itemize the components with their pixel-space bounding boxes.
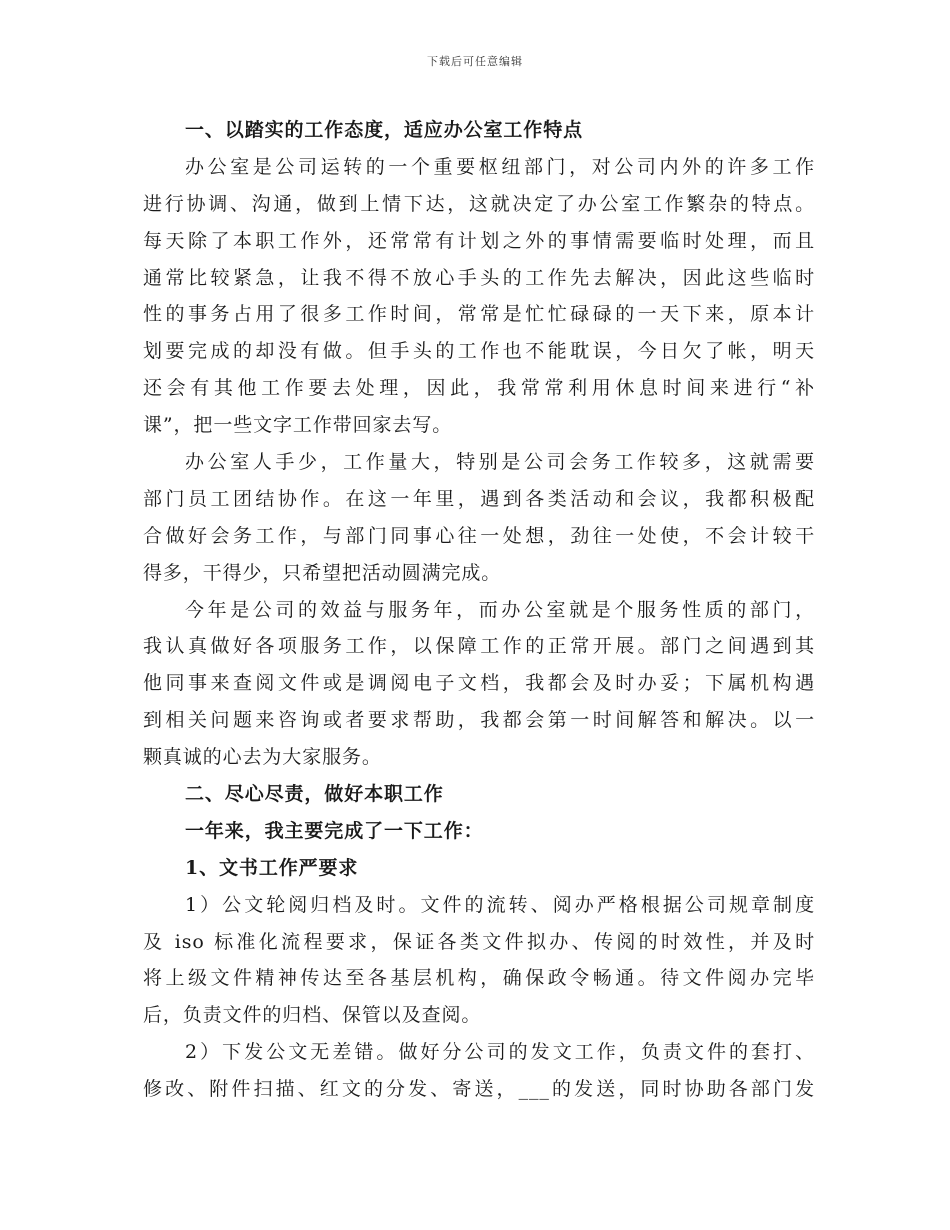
paragraph-line: 还会有其他工作要去处理，因此，我常常利用休息时间来进行“补 xyxy=(143,377,815,400)
paragraph-line: 部门员工团结协作。在这一年里，遇到各类活动和会议，我都积极配 xyxy=(143,487,815,510)
paragraph-line: 及 iso 标准化流程要求，保证各类文件拟办、传阅的时效性，并及时 xyxy=(143,930,815,953)
paragraph-line: 划要完成的却没有做。但手头的工作也不能耽误，今日欠了帐，明天 xyxy=(143,340,815,363)
section-heading-line: 一、以踏实的工作态度，适应办公室工作特点 xyxy=(185,119,584,141)
paragraph-line: 通常比较紧急，让我不得不放心手头的工作先去解决，因此这些临时 xyxy=(143,266,815,289)
section-heading-line: 1、文书工作严要求 xyxy=(185,856,359,879)
page-header-watermark: 下载后可任意编辑 xyxy=(427,55,523,68)
paragraph-line: 修改、附件扫描、红文的分发、寄送，___的发送，同时协助各部门发 xyxy=(143,1078,815,1101)
document-body xyxy=(143,112,815,1108)
paragraph-line: 颗真诚的心去为大家服务。 xyxy=(143,746,382,769)
paragraph-line: 办公室是公司运转的一个重要枢纽部门，对公司内外的许多工作 xyxy=(185,155,815,178)
paragraph-line: 我认真做好各项服务工作，以保障工作的正常开展。部门之间遇到其 xyxy=(143,635,815,658)
section-heading-line: 二、尽心尽责，做好本职工作 xyxy=(185,783,444,806)
paragraph-line: 到相关问题来咨询或者要求帮助，我都会第一时间解答和解决。以一 xyxy=(143,709,815,732)
paragraph-line: 每天除了本职工作外，还常常有计划之外的事情需要临时处理，而且 xyxy=(143,229,815,252)
paragraph-line: 课”，把一些文字工作带回家去写。 xyxy=(143,414,453,437)
paragraph-line: 他同事来查阅文件或是调阅电子文档，我都会及时办妥；下属机构遇 xyxy=(143,672,815,695)
section-heading-line: 一年来，我主要完成了一下工作： xyxy=(185,819,484,842)
paragraph-line: 合做好会务工作，与部门同事心往一处想，劲往一处使，不会计较干 xyxy=(143,524,815,547)
paragraph-line: 性的事务占用了很多工作时间，常常是忙忙碌碌的一天下来，原本计 xyxy=(143,303,815,326)
paragraph-line: 将上级文件精神传达至各基层机构，确保政令畅通。待文件阅办完毕 xyxy=(143,967,815,990)
paragraph-line: 1）公文轮阅归档及时。文件的流转、阅办严格根据公司规章制度 xyxy=(185,893,815,916)
paragraph-line: 后，负责文件的归档、保管以及查阅。 xyxy=(143,1004,482,1027)
paragraph-line: 得多，干得少，只希望把活动圆满完成。 xyxy=(143,561,502,584)
paragraph-line: 进行协调、沟通，做到上情下达，这就决定了办公室工作繁杂的特点。 xyxy=(143,192,815,215)
paragraph-line: 2）下发公文无差错。做好分公司的发文工作，负责文件的套打、 xyxy=(185,1041,815,1064)
paragraph-line: 今年是公司的效益与服务年，而办公室就是个服务性质的部门， xyxy=(185,598,815,621)
paragraph-line: 办公室人手少，工作量大，特别是公司会务工作较多，这就需要 xyxy=(185,451,815,474)
